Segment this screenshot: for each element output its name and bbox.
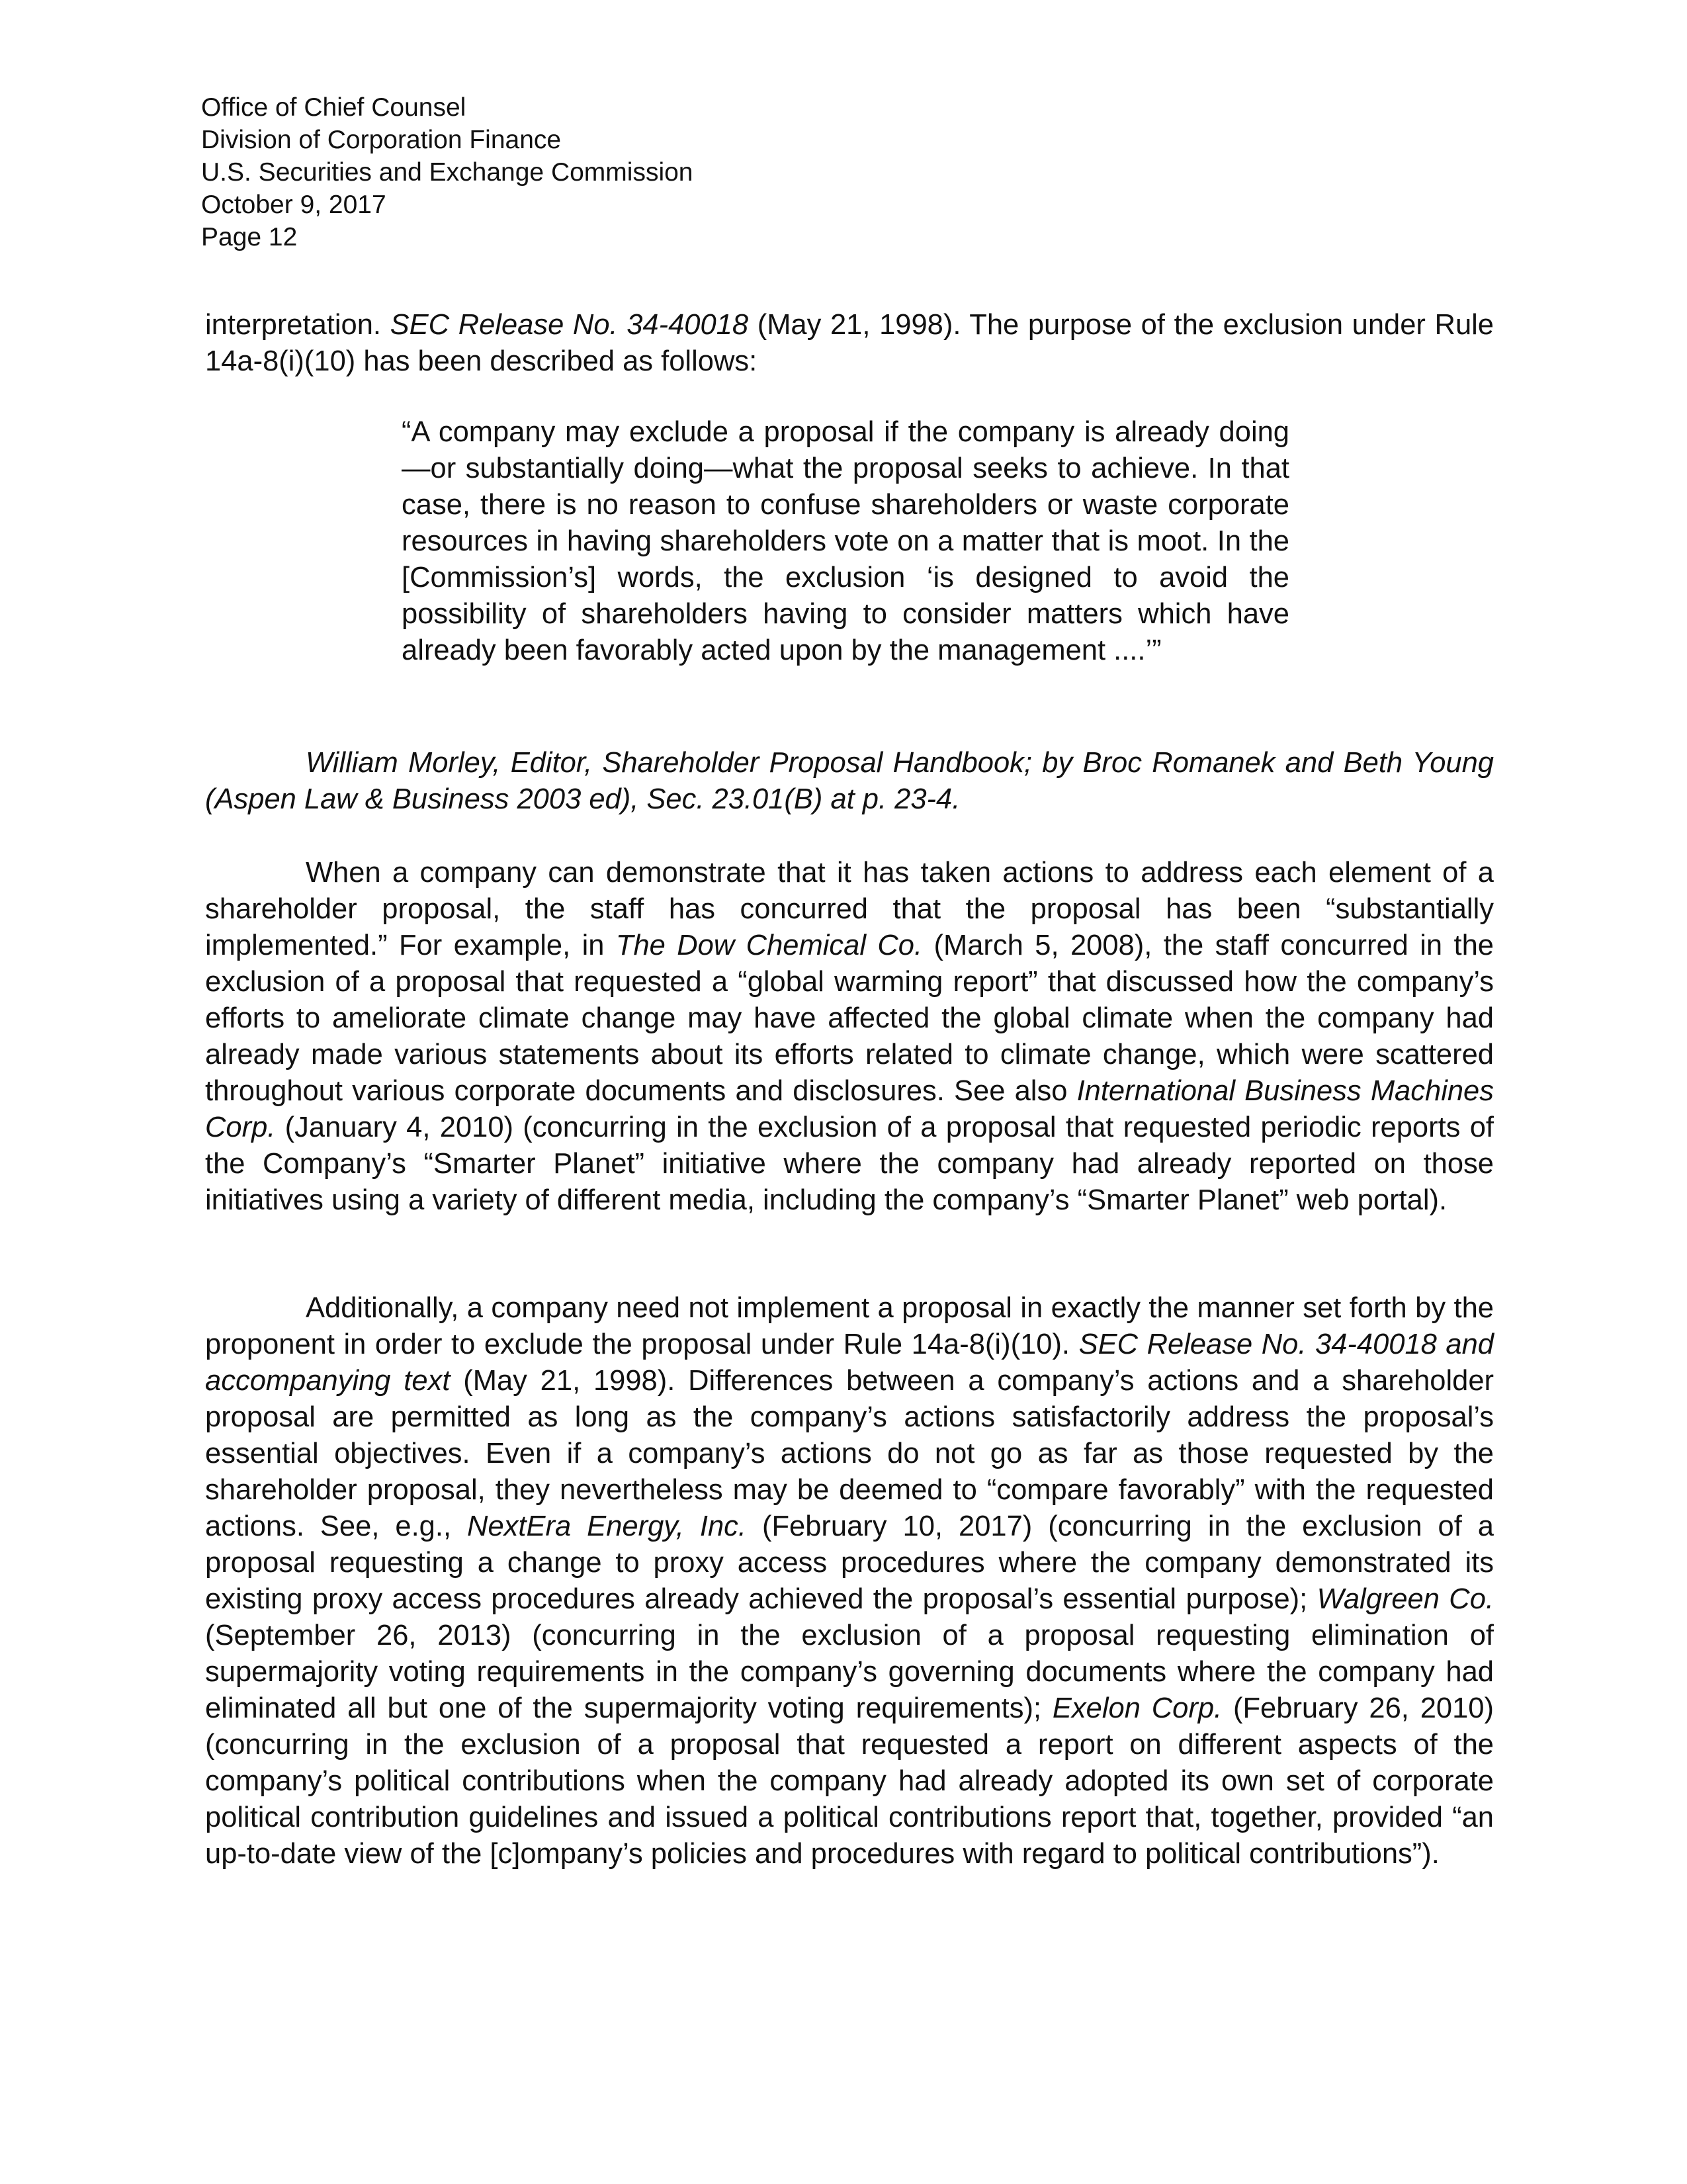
paragraph-text: When a company can demonstrate that it has taken actions to address each element of a shareholder proposal, the staff has concurred that the proposal has been “substantially implemented.” For example, in: [205, 857, 1494, 961]
case-citation: Walgreen Co.: [1317, 1583, 1494, 1615]
case-citation: SEC Release No. 34-40018 and accompanying text: [205, 1329, 1494, 1397]
paragraph-additionally: [205, 1290, 1494, 1872]
paragraph-text: Additionally, a company need not implement a proposal in exactly the manner set forth by the proponent in order to exclude the proposal under Rule 14a-8(i)(10).: [205, 1292, 1494, 1360]
header-office: Office of Chief Counsel: [201, 93, 466, 122]
paragraph-substantially-implemented: [205, 855, 1494, 1219]
case-citation: International Business Machines Corp.: [205, 1075, 1494, 1143]
paragraph-text: (May 21, 1998). Differences between a company’s actions and a shareholder proposal are permitted as long as the company’s actions satisfactorily address the proposal’s essential objectives. Even if a company’s actions do not go as far as those requested by the shareholder proposal, they nevertheless may be deemed to “compare favorably” with the requested actions. See, e.g.,: [205, 1365, 1494, 1542]
paragraph-text: (September 26, 2013) (concurring in the exclusion of a proposal requesting elimination of supermajority voting requirements in the company’s governing documents where the company had eliminated all but one of the supermajority voting requirements);: [205, 1620, 1494, 1724]
paragraph-text: (February 10, 2017) (concurring in the exclusion of a proposal requesting a change to proxy access procedures where the company demonstrated its existing proxy access procedures already achieved the proposal’s essential purpose);: [205, 1510, 1494, 1615]
case-citation: SEC Release No. 34-40018: [390, 309, 749, 341]
paragraph-text: (February 26, 2010) (concurring in the exclusion of a proposal that requested a report on different aspects of the company’s political contributions when the company had already adopted its own set of corporate political contribution guidelines and issued a political contributions report that, together, provided “an up-to-date view of the [c]ompany’s policies and procedures with regard to political contributions”).: [205, 1692, 1494, 1870]
paragraph-text: (May 21, 1998). The purpose of the exclusion under Rule 14a-8(i)(10) has been described as follows:: [205, 309, 1494, 377]
quote-citation: William Morley, Editor, Shareholder Proposal Handbook; by Broc Romanek and Beth Young (Aspen Law & Business 2003 ed), Sec. 23.01(B) at p. 23-4.: [205, 747, 1494, 815]
case-citation: NextEra Energy, Inc.: [467, 1510, 746, 1542]
header-page-number: Page 12: [201, 223, 298, 251]
block-quote: “A company may exclude a proposal if the company is already doing—or substantially doing—what the proposal seeks to achieve. In that case, there is no reason to confuse shareholders or waste corporate resources in having shareholders vote on a matter that is moot. In the [Commission’s] words, the exclusion ‘is designed to avoid the possibility of shareholders having to consider matters which have already been favorably acted upon by the management ....’”: [402, 416, 1289, 666]
letter-header: [201, 91, 693, 253]
case-citation: The Dow Chemical Co.: [615, 930, 923, 961]
paragraph-text: (January 4, 2010) (concurring in the exclusion of a proposal that requested periodic reports of the Company’s “Smarter Planet” initiative where the company had already reported on those initiatives using a variety of different media, including the company’s “Smarter Planet” web portal).: [205, 1112, 1494, 1216]
case-citation: Exelon Corp.: [1052, 1692, 1223, 1724]
header-commission: U.S. Securities and Exchange Commission: [201, 158, 693, 187]
paragraph-text: interpretation.: [205, 309, 390, 341]
header-division: Division of Corporation Finance: [201, 126, 562, 154]
paragraph-text: (March 5, 2008), the staff concurred in the exclusion of a proposal that requested a “global warming report” that discussed how the company’s efforts to ameliorate climate change may have affected the global climate when the company had already made various statements about its efforts related to climate change, which were scattered throughout various corporate documents and disclosures. See also: [205, 930, 1494, 1107]
paragraph-interpretation: [205, 307, 1494, 380]
header-date: October 9, 2017: [201, 191, 386, 219]
